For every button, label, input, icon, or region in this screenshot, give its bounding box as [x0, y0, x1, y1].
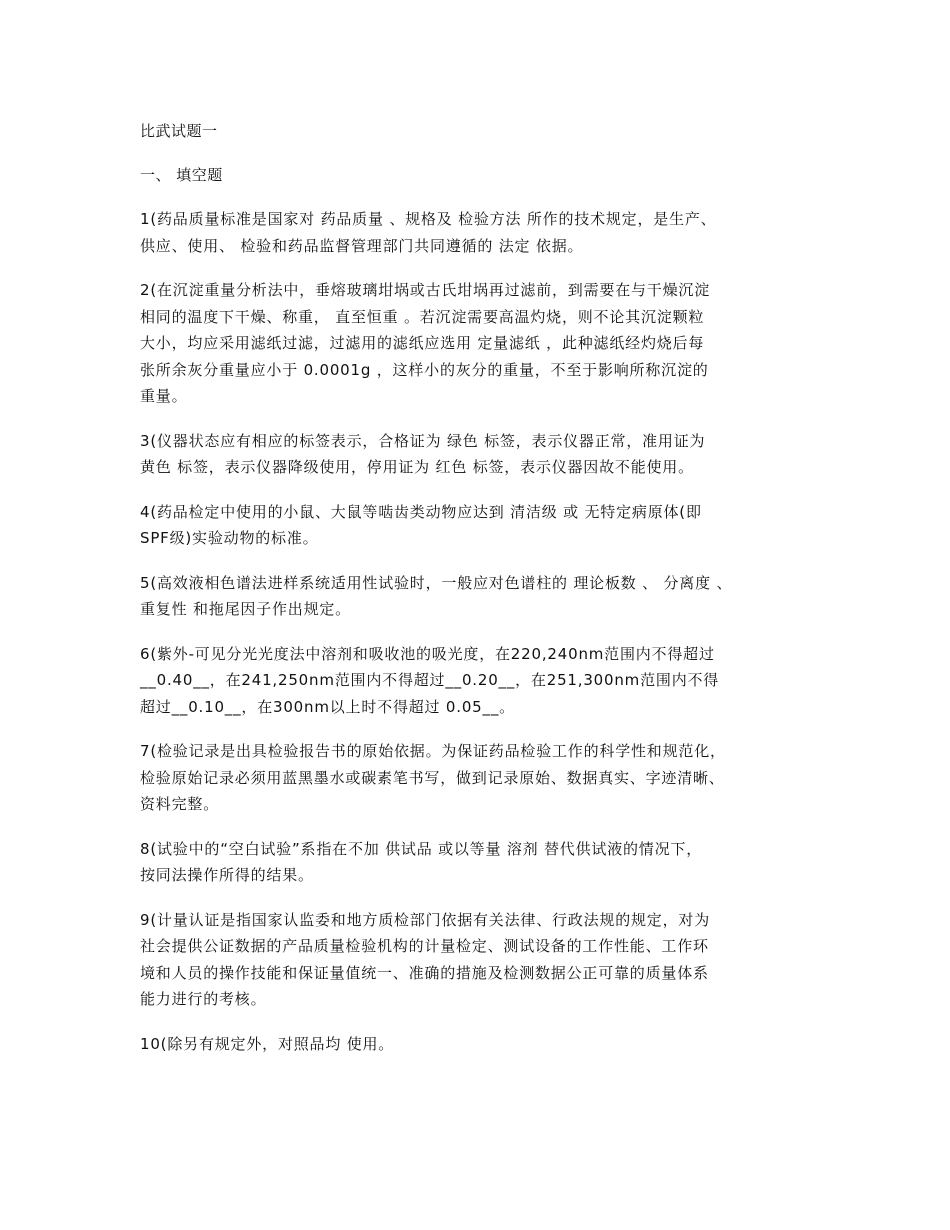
- question-line: 张所余灰分重量应小于 0.0001g ，这样小的灰分的重量，不至于影响所称沉淀的: [140, 360, 709, 379]
- question-line: 2(在沉淀重量分析法中，垂熔玻璃坩埚或古氏坩埚再过滤前，到需要在与干燥沉淀: [140, 281, 710, 299]
- section-heading: 一、 填空题: [140, 166, 223, 184]
- question-line: 超过__0.10__，在300nm以上时不得超过 0.05__。: [140, 697, 515, 716]
- question-line: 5(高效液相色谱法进样系统适用性试验时，一般应对色谱柱的 理论板数 、 分离度 、: [140, 573, 733, 592]
- question-10: [140, 1031, 820, 1058]
- question-8: [140, 836, 820, 889]
- question-9: [140, 907, 820, 1013]
- question-line: 6(紫外-可见分光光度法中溶剂和吸收池的吸光度，在220,240nm范围内不得超过: [140, 644, 715, 663]
- question-5: [140, 570, 820, 623]
- question-line: 10(除另有规定外，对照品均 使用。: [140, 1034, 395, 1053]
- question-7: [140, 738, 820, 818]
- question-line: 资料完整。: [140, 795, 220, 813]
- question-6: [140, 641, 820, 721]
- question-line: 检验原始记录必须用蓝黑墨水或碳素笔书写，做到记录原始、数据真实、字迹清晰、: [140, 768, 725, 787]
- question-line: 境和人员的操作技能和保证量值统一、准确的措施及检测数据公正可靠的质量体系: [140, 963, 709, 982]
- question-line: 8(试验中的“空白试验”系指在不加 供试品 或以等量 溶剂 替代供试液的情况下，: [140, 839, 703, 858]
- question-line: 重量。: [140, 387, 188, 405]
- question-3: [140, 428, 820, 481]
- question-line: 能力进行的考核。: [140, 990, 267, 1008]
- question-1: [140, 206, 820, 259]
- question-line: 重复性 和拖尾因子作出规定。: [140, 600, 351, 618]
- question-line: 供应、使用、 检验和药品监督管理部门共同遵循的 法定 依据。: [140, 236, 584, 255]
- question-line: 3(仪器状态应有相应的标签表示，合格证为 绿色 标签，表示仪器正常，准用证为: [140, 431, 706, 450]
- question-line: 大小，均应采用滤纸过滤，过滤用的滤纸应选用 定量滤纸 ，此种滤纸经灼烧后每: [140, 334, 705, 352]
- question-line: SPF级)实验动物的标准。: [140, 529, 319, 547]
- question-line: 1(药品质量标准是国家对 药品质量 、规格及 检验方法 所作的技术规定，是生产、: [140, 210, 717, 228]
- question-2: [140, 277, 820, 410]
- document-body: [140, 118, 820, 1075]
- question-line: 按同法操作所得的结果。: [140, 866, 314, 884]
- question-line: __0.40__，在241,250nm范围内不得超过__0.20__，在251,300nm范围内不得: [140, 671, 720, 689]
- question-4: [140, 499, 820, 552]
- question-line: 相同的温度下干燥、称重， 直至恒重 。若沉淀需要高温灼烧，则不论其沉淀颗粒: [140, 307, 705, 326]
- question-line: 9(计量认证是指国家认监委和地方质检部门依据有关法律、行政法规的规定，对为: [140, 910, 710, 929]
- question-line: 4(药品检定中使用的小鼠、大鼠等啮齿类动物应达到 清洁级 或 无特定病原体(即: [140, 502, 702, 521]
- question-line: 7(检验记录是出具检验报告书的原始依据。为保证药品检验工作的科学性和规范化，: [140, 742, 726, 760]
- question-line: 社会提供公证数据的产品质量检验机构的计量检定、测试设备的工作性能、工作环: [140, 937, 709, 955]
- document-title: 比武试题一: [140, 122, 218, 140]
- question-line: 黄色 标签，表示仪器降级使用，停用证为 红色 标签，表示仪器因故不能使用。: [140, 458, 694, 476]
